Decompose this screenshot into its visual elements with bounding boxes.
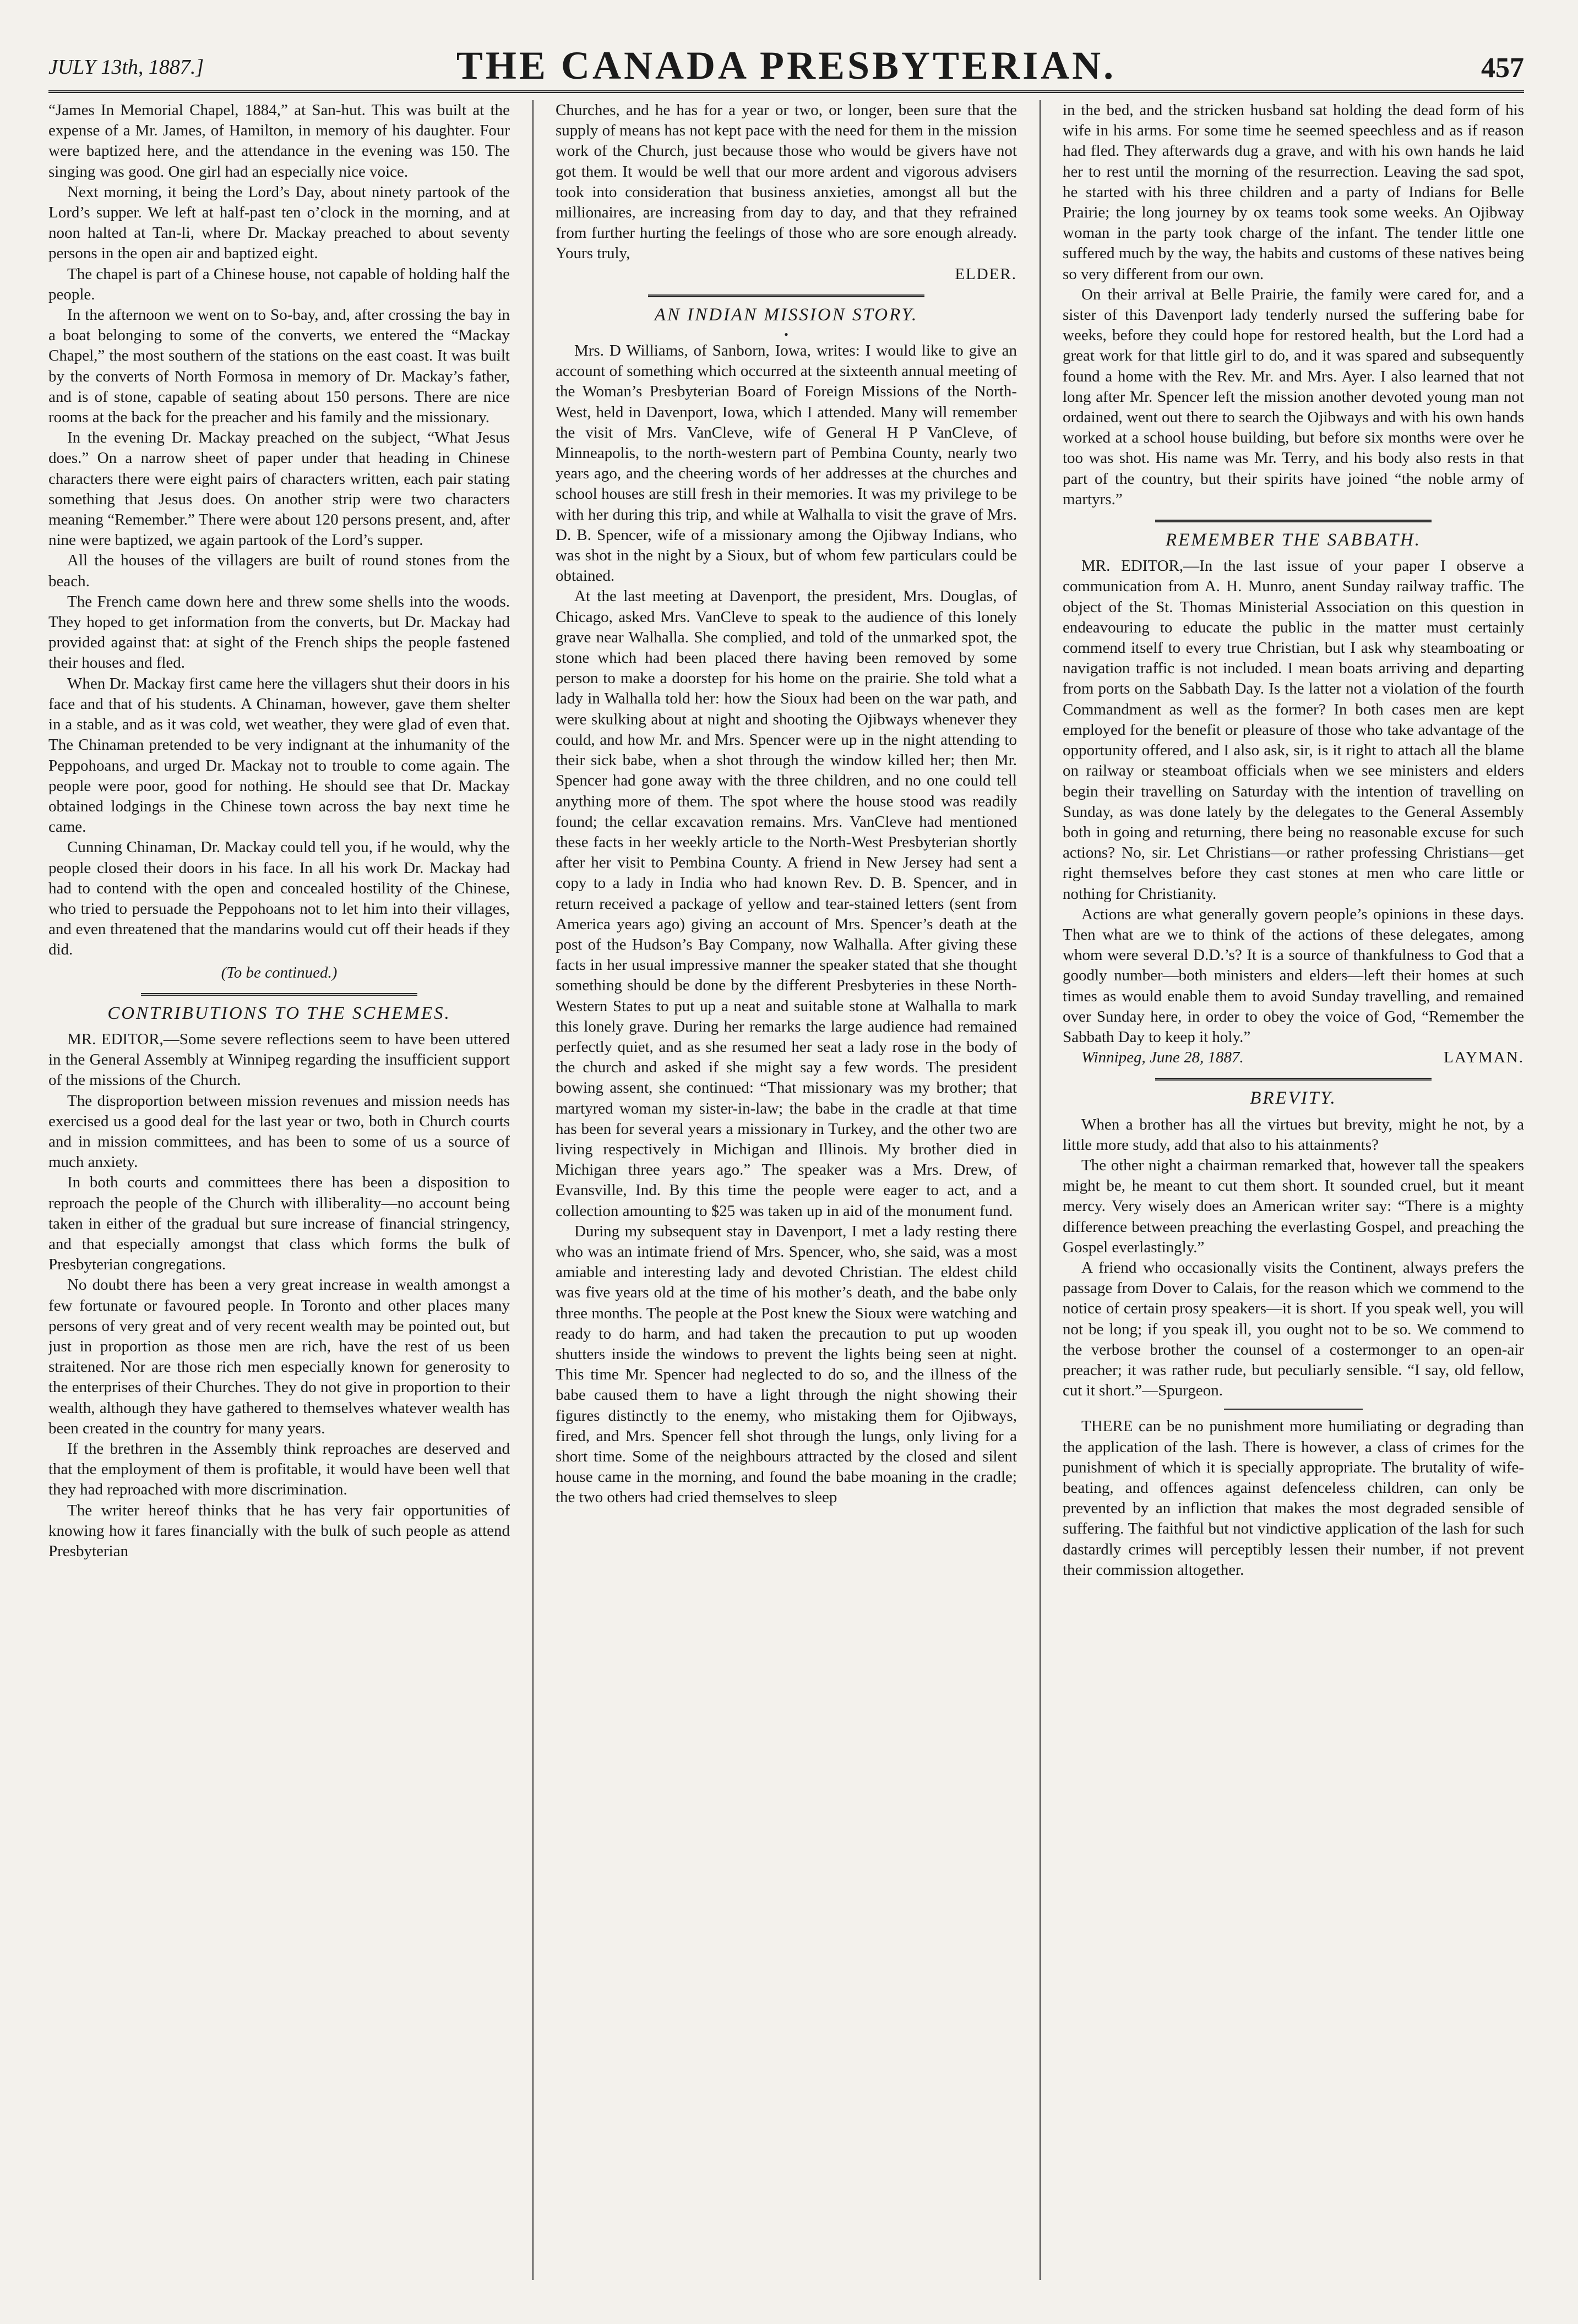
letter-paragraph: The writer hereof thinks that he has very fair opportunities of knowing how it fares financially with the bulk of such people as attend Presbyterian	[48, 1501, 510, 1561]
letter-paragraph: If the brethren in the Assembly think reproaches are deserved and that the employment of them is profitable, it would have been well that they had reproached with more discrimination.	[48, 1440, 510, 1499]
column-rule	[1040, 100, 1041, 2280]
article-paragraph: In the afternoon we went on to So-bay, and, after crossing the bay in a boat belonging to some of the converts, we entered the “Mackay Chapel,” the most southern of the stations on the east coast. It was built by the converts of North Formosa in memory of Dr. Mackay’s father, and is of stone, capable of seating about 150 persons. There are nice rooms at the back for the preacher and his family and the missionary.	[48, 306, 510, 427]
article-paragraph: When a brother has all the virtues but brevity, might he not, by a little more study, add that also to his attainments?	[1063, 1115, 1524, 1154]
heading-contributions: CONTRIBUTIONS TO THE SCHEMES.	[107, 1003, 451, 1023]
article-paragraph: Cunning Chinaman, Dr. Mackay could tell you, if he would, why the people closed their doors in his face. In all his work Dr. Mackay had had to contend with the open and concealed hostility of the Chinese, who tried to persuade the Peppohoans not to let him into their villages, and even threatened that the mandarins would cut off their heads if they did.	[48, 838, 510, 959]
article-paragraph: During my subsequent stay in Davenport, I met a lady resting there who was an intimate friend of Mrs. Spencer, who, she said, was a most amiable and interesting lady and devoted Christian. The eldest child was five years old at the time of his mother’s death, and the babe only three months. The people at the Post knew the Sioux were watching and ready to do harm, and had taken the precaution to put up wooden shutters inside the windows to prevent the lights being seen at night. This time Mr. Spencer had neglected to do so, and the illness of the babe caused them to have a light through the night showing their figures distinctly to the enemy, who mistaking them for Ojibways, fired, and Mrs. Spencer fell shot through the lungs, only living for a short time. Some of the neighbours attracted by the closed and silent house came in the morning, and found the babe moaning in the cradle; the two others had cried themselves to sleep	[556, 1222, 1017, 1507]
ornament-bullet: •	[784, 328, 788, 342]
page-number: 457	[1481, 52, 1524, 84]
section-divider	[1155, 520, 1432, 522]
heading-brevity: BREVITY.	[1250, 1088, 1337, 1109]
letter-paragraph: Actions are what generally govern people’s opinions in these days. Then what are we to think of the actions of these delegates, among whom were several D.D.’s? It is a source of thankfulness to God that a goodly number—both ministers and elders—left their homes at such times as would enable them to avoid Sunday travelling, and remained over Sunday here, in order to obey the voice of God, “Remember the Sabbath Day to keep it holy.”	[1063, 905, 1524, 1046]
column-1	[48, 100, 510, 2280]
newspaper-title: THE CANADA PRESBYTERIAN.	[456, 43, 1117, 88]
column-rule	[532, 100, 534, 2280]
heading-remember-sabbath: REMEMBER THE SABBATH.	[1165, 530, 1422, 550]
article-paragraph: At the last meeting at Davenport, the president, Mrs. Douglas, of Chicago, asked Mrs. VanCleve to speak to the audience of this lonely grave near Walhalla. She complied, and told of the unmarked spot, the stone which had been placed there having been removed by some person to make a doorstep for his home on the prairie. She told what a lady in Walhalla told her: how the Sioux had been on the war path, and were skulking about at night and shooting the Ojibways whenever they could, and how Mr. and Mrs. Spencer were up in the night attending to their sick babe, when a shot through the window killed her; then Mr. Spencer had gone away with the three children, and no one could tell anything more of them. The spot where the house stood was readily found; the cellar excavation remains. Mrs. VanCleve had mentioned these facts in her weekly article to the North-West Presbyterian shortly after her visit to Pembina County. A friend in New Jersey had sent a copy to a lady in India who had known Rev. D. B. Spencer, and in return received a package of yellow and tear-stained letters (sent from America years ago) giving an account of Mrs. Spencer’s death at the post of the Hudson’s Bay Company, now Walhalla. After giving these facts in her usual impressive manner the speaker stated that she thought something should be done by the different Presbyteries in these North-Western States to put up a neat and suitable stone at Walhalla to mark this lonely grave. During her remarks the large audience had remained perfectly quiet, and as she resumed her seat a lady rose in the body of the church and asked if she might say a few words. The president bowing assent, she continued: “That missionary was my brother; that martyred woman my sister-in-law; the babe in the cradle at that time has been for several years a missionary in Turkey, and the other two are living respectively in Michigan and Illinois. My brother died in Michigan three years ago.” The speaker was a Mrs. Drew, of Evansville, Ind. By this time the people were eager to act, and a collection amounting to $25 was taken up in aid of the monument fund.	[556, 587, 1017, 1220]
letter-paragraph: Churches, and he has for a year or two, or longer, been sure that the supply of means has not kept pace with the need for them in the mission work of the Church, just because those who would be givers have not got them. It would be well that our more ardent and vigorous advisers took into consideration that business anxieties, amongst all but the millionaires, are increasing from day to day, and that they refrained from further hurting the feelings of those who are sore enough already. Yours truly,	[556, 101, 1017, 263]
letter-paragraph: No doubt there has been a very great increase in wealth amongst a few fortunate or favoured people. In Toronto and other places many persons of very great and of very recent wealth may be pointed out, but just in proportion as those men are rich, have the rest of us been straitened. Nor are those rich men especially known for generosity to the enterprises of their Churches. They do not give in proportion to their wealth, although they have gathered to themselves whatever wealth has been created in the country for many years.	[48, 1276, 510, 1437]
article-paragraph: A friend who occasionally visits the Continent, always prefers the passage from Dover to Calais, for the reason which we commend to the notice of certain prosy speakers—it is short. If you speak well, you will not be long; if you speak ill, you ought not to be so. We commend to the verbose brother the counsel of a costermonger to an open-air preacher; it was rather rude, but peculiarly sensible. “I say, old fellow, cut it short.”—Spurgeon.	[1063, 1258, 1524, 1400]
signature-block	[1063, 1048, 1524, 1068]
to-be-continued: (To be continued.)	[221, 963, 338, 981]
article-paragraph: All the houses of the villagers are built of round stones from the beach.	[48, 552, 510, 590]
article-paragraph: The chapel is part of a Chinese house, not capable of holding half the people.	[48, 265, 510, 303]
masthead	[48, 43, 1524, 93]
article-paragraph: Mrs. D Williams, of Sanborn, Iowa, writes: I would like to give an account of something which occurred at the sixteenth annual meeting of the Woman’s Presbyterian Board of Foreign Missions of the North-West, held in Davenport, Iowa, which I attended. Many will remember the visit of Mrs. VanCleve, wife of General H P VanCleve, of Minneapolis, to the north-western part of Pembina County, nearly two years ago, and the cheering words of her addresses at the churches and school houses are still fresh in their memories. It was my privilege to be with her during this trip, and while at Walhalla to visit the grave of Mrs. D. B. Spencer, wife of a missionary among the Ojibway Indians, who was shot in the night by a Sioux, but of whom few particulars could be obtained.	[556, 342, 1017, 585]
issue-date: JULY 13th, 1887.]	[48, 56, 204, 79]
letter-paragraph: In both courts and committees there has been a disposition to reproach the people of the Church with illiberality—no account being taken in either of the gradual but sure increase of financial stringency, and that especially amongst that class which forms the bulk of Presbyterian congregations.	[48, 1174, 510, 1274]
column-3	[1063, 100, 1524, 2280]
letter-paragraph: MR. EDITOR,—Some severe reflections seem to have been uttered in the General Assembly at Winnipeg regarding the insufficient support of the missions of the Church.	[48, 1030, 510, 1089]
article-paragraph: in the bed, and the stricken husband sat holding the dead form of his wife in his arms. For some time he seemed speechless and as if reason had fled. They afterwards dug a grave, and with his own hands he laid her to rest until the morning of the resurrection. Leaving the sad spot, he started with his three children and a party of Indians for Belle Prairie; the long journey by ox teams took some weeks. An Ojibway woman in the party took charge of the infant. The tender little one suffered much by the way, the habits and customs of these natives being so very different from our own.	[1063, 101, 1524, 283]
section-divider	[648, 294, 925, 297]
article-paragraph: Next morning, it being the Lord’s Day, about ninety partook of the Lord’s supper. We left at half-past ten o’clock in the morning, and at noon halted at Tan-li, where Dr. Mackay preached to about seventy persons in the open air and baptized eight.	[48, 183, 510, 263]
letter-paragraph: The disproportion between mission revenues and mission needs has exercised us a good deal for the last year or two, both in Church courts and in mission committees, and has been to some of us a source of much anxiety.	[48, 1092, 510, 1171]
section-divider	[141, 993, 418, 996]
signature-elder: ELDER.	[955, 265, 1017, 283]
letter-dateline: Winnipeg, June 28, 1887.	[1081, 1049, 1244, 1067]
article-paragraph: The French came down here and threw some shells into the woods. They hoped to get information from the converts, but Dr. Mackay had provided against that: at sight of the French ships the people fastened their houses and fled.	[48, 592, 510, 672]
article-paragraph: The other night a chairman remarked that, however tall the speakers might be, he meant to cut them short. It sounded cruel, but it meant mercy. Very wisely does an American writer say: “There is a mighty difference between preaching the everlasting Gospel, and preaching the Gospel everlastingly.”	[1063, 1156, 1524, 1256]
heading-indian-mission: AN INDIAN MISSION STORY.	[654, 304, 918, 325]
section-divider	[1224, 1409, 1362, 1410]
section-divider	[1155, 1078, 1432, 1081]
columns	[48, 100, 1524, 2280]
article-paragraph: “James In Memorial Chapel, 1884,” at San-hut. This was built at the expense of a Mr. James, of Hamilton, in memory of his daughter. Four were baptized here, and the attendance in the evening was 150. The singing was good. One girl had an especially nice voice.	[48, 101, 510, 181]
article-paragraph: In the evening Dr. Mackay preached on the subject, “What Jesus does.” On a narrow sheet of paper under that heading in Chinese characters there were eight pairs of characters written, each pair stating something that Jesus does. On another strip were two characters meaning “Remember.” There were about 120 persons present, and, after nine were baptized, we again partook of the Lord’s supper.	[48, 429, 510, 549]
column-2	[556, 100, 1017, 2280]
article-paragraph: THERE can be no punishment more humiliating or degrading than the application of the lash. There is however, a class of crimes for the punishment of which it is specially appropriate. The brutality of wife-beating, and offences against defenceless children, can only be prevented by an infliction that makes the most degraded sensible of suffering. The faithful but not vindictive application of the lash for such dastardly crimes will perceptibly lessen their number, if not prevent their commission altogether.	[1063, 1417, 1524, 1579]
letter-paragraph: MR. EDITOR,—In the last issue of your paper I observe a communication from A. H. Munro, anent Sunday railway traffic. The object of the St. Thomas Ministerial Association on this question in endeavouring to educate the public in the matter must certainly commend itself to every true Christian, but I ask why steamboating or navigation traffic is not included. I mean boats arriving and departing from ports on the Sabbath Day. Is the latter not a violation of the fourth Commandment as well as the former? In both cases men are kept employed for the benefit or pleasure of those who take advantage of the opportunity offered, and I also ask, sir, is it right to attach all the blame on railway or steamboat officials when we see ministers and elders begin their travelling on Saturday with the intention of travelling on Sunday, as was done lately by the delegates to the General Assembly both in going and returning, there being no reasonable excuse for such actions? No, sir. Let Christians—or rather professing Christians—get right themselves before they cast stones at men who care little or nothing for Christianity.	[1063, 557, 1524, 903]
signature-layman: LAYMAN.	[1444, 1049, 1524, 1067]
article-paragraph: On their arrival at Belle Prairie, the family were cared for, and a sister of this Davenport lady tenderly nursed the suffering babe for weeks, before they could hope for restored health, but the Lord had a great work for that little girl to do, and it was spared and subsequently found a home with the Rev. Mr. and Mrs. Ayer. I also learned that not long after Mr. Spencer left the mission another devoted young man not ordained, went out there to search the Ojibways and with his own hands worked at a school house building, but before six months were over he too was shot. His name was Mr. Terry, and his body also rests in that part of the country, but their spirits have joined “the noble army of martyrs.”	[1063, 285, 1524, 508]
article-paragraph: When Dr. Mackay first came here the villagers shut their doors in his face and that of his students. A Chinaman, however, gave them shelter in a stable, and as it was cold, wet weather, they were glad of even that. The Chinaman pretended to be very indignant at the inhumanity of the Peppohoans, and urged Dr. Mackay not to trouble to come again. The people were poor, good for nothing. He should see that Dr. Mackay obtained lodgings in the Chinese town across the bay next time he came.	[48, 674, 510, 836]
